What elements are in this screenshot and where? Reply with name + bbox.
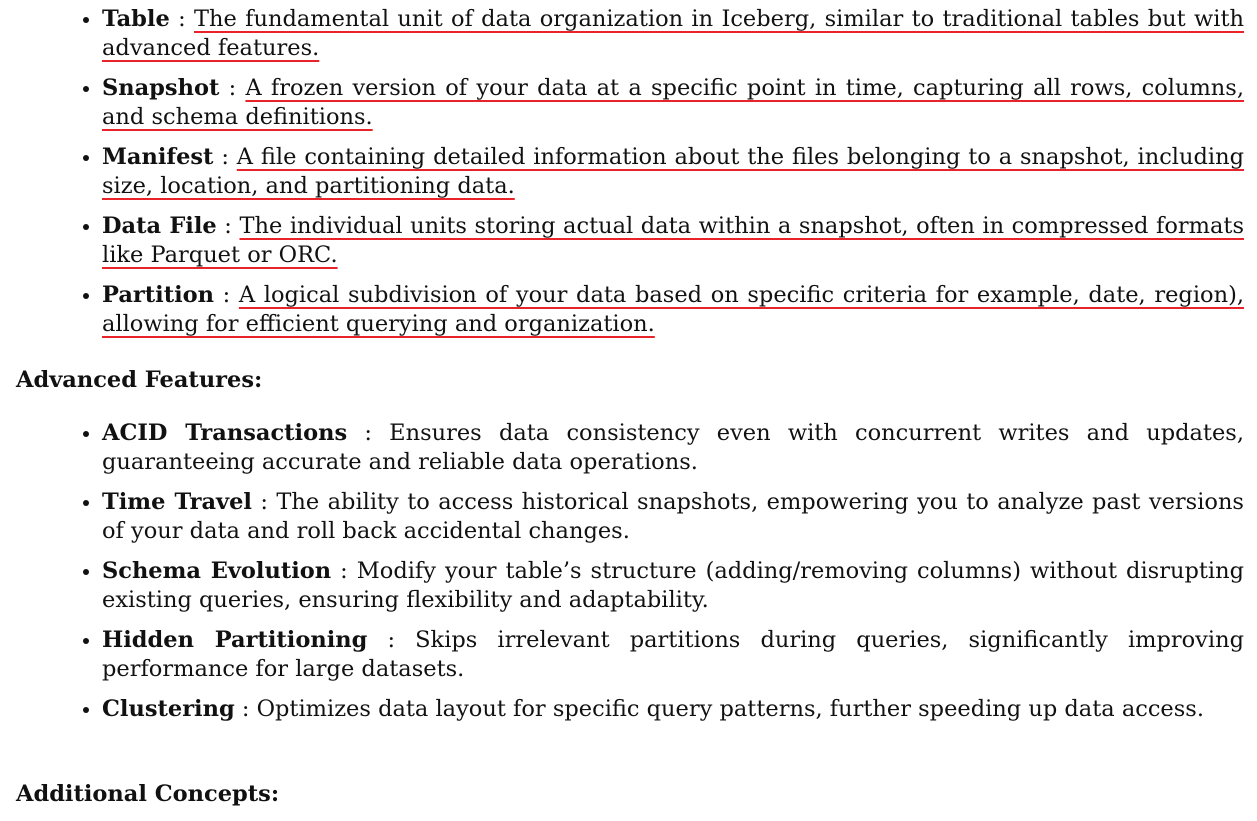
core-components-list — [0, 5, 1244, 350]
separator: : — [234, 696, 257, 722]
term-snapshot: Snapshot — [102, 75, 220, 101]
advanced-features-list — [0, 419, 1244, 735]
term-manifest: Manifest — [102, 144, 214, 170]
term-acid-transactions: ACID Transactions — [102, 420, 348, 446]
list-item — [102, 5, 1244, 63]
description-acid-transactions: Ensures data consistency even with concurrent writes and updates, guaranteeing accurate and reliable data operations. — [102, 420, 1244, 475]
separator: : — [214, 282, 239, 308]
separator: : — [216, 213, 240, 239]
list-item — [102, 695, 1244, 724]
list-item — [102, 143, 1244, 201]
term-partition: Partition — [102, 282, 214, 308]
additional-concepts-heading: Additional Concepts: — [16, 781, 280, 807]
advanced-features-heading: Advanced Features: — [16, 367, 263, 393]
description-clustering: Optimizes data layout for specific query patterns, further speeding up data access. — [256, 696, 1204, 722]
separator: : — [331, 558, 357, 584]
description-partition: A logical subdivision of your data based on specific criteria for example, date, region), allowing for efficient querying and organization. — [102, 282, 1245, 337]
description-snapshot: A frozen version of your data at a specific point in time, capturing all rows, columns, and schema definitions. — [102, 75, 1244, 130]
list-item — [102, 281, 1244, 339]
separator: : — [169, 6, 195, 32]
term-table: Table — [102, 6, 170, 32]
term-schema-evolution: Schema Evolution — [102, 558, 332, 584]
description-schema-evolution: Modify your table’s structure (adding/removing columns) without disrupting existing queries, ensuring flexibility and adaptability. — [102, 558, 1244, 613]
term-clustering: Clustering — [102, 696, 235, 722]
term-hidden-partitioning: Hidden Partitioning — [102, 627, 368, 653]
list-item — [102, 488, 1244, 546]
separator: : — [367, 627, 416, 653]
list-item — [102, 212, 1244, 270]
separator: : — [251, 489, 277, 515]
list-item — [102, 626, 1244, 684]
list-item — [102, 419, 1244, 477]
separator: : — [213, 144, 237, 170]
list-item — [102, 557, 1244, 615]
separator: : — [347, 420, 390, 446]
separator: : — [219, 75, 246, 101]
description-table: The fundamental unit of data organization in Iceberg, similar to traditional tables but with advanced features. — [102, 6, 1245, 61]
list-item — [102, 74, 1244, 132]
description-manifest: A file containing detailed information about the files belonging to a snapshot, including size, location, and partitioning data. — [102, 144, 1244, 199]
description-time-travel: The ability to access historical snapshots, empowering you to analyze past versions of your data and roll back accidental changes. — [102, 489, 1244, 544]
term-data-file: Data File — [102, 213, 217, 239]
term-time-travel: Time Travel — [102, 489, 252, 515]
description-data-file: The individual units storing actual data within a snapshot, often in compressed formats like Parquet or ORC. — [102, 213, 1245, 268]
description-hidden-partitioning: Skips irrelevant partitions during queries, significantly improving performance for large datasets. — [102, 627, 1244, 682]
